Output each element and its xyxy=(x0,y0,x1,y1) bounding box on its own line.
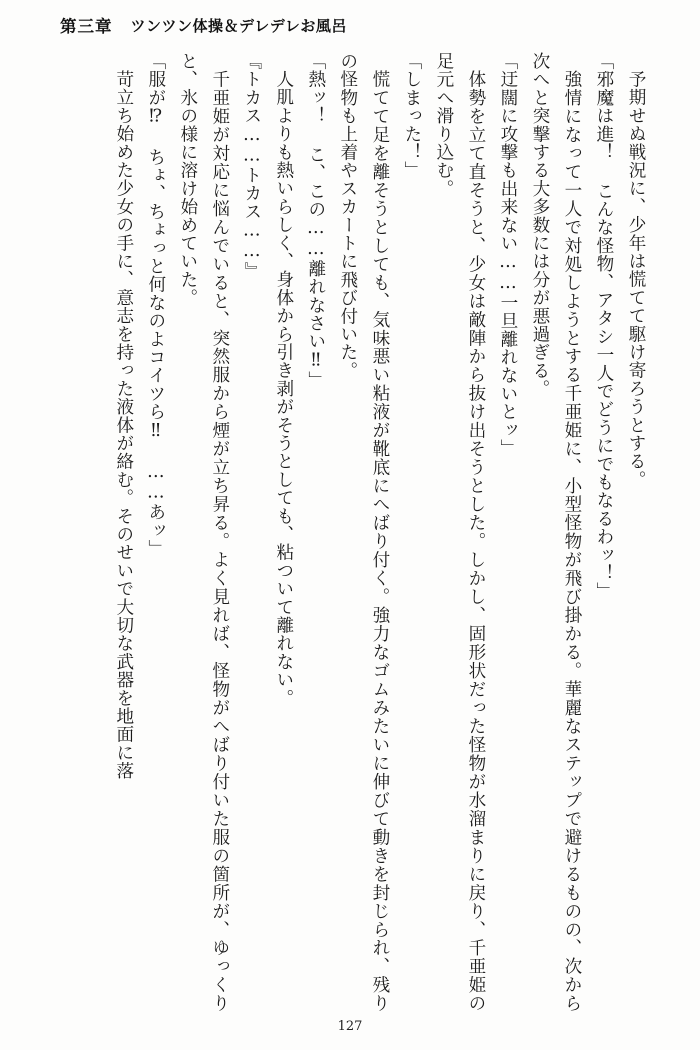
paragraph: 強情になって一人で対処しようとする千亜姫に、小型怪物が飛び掛かる。華麗なステップで避けるものの、次から次へと突撃する大多数には分が悪過ぎる。 xyxy=(529,52,582,1012)
paragraph: 「邪魔は進！ こんな怪物、アタシ一人でどうにでもなるわッ！」 xyxy=(593,52,614,601)
chapter-title: ツンツン体操＆デレデレお風呂 xyxy=(130,16,347,35)
page-header xyxy=(60,8,650,42)
paragraph: 千亜姫が対応に悩んでいると、突然服から煙が立ち昇る。よく見れば、怪物がへばり付いた服の箇所が、ゆっくりと、氷の様に溶け始めていた。 xyxy=(177,52,230,1012)
paragraph: 慌てて足を離そうとしても、気味悪い粘液が靴底にへばり付く。強力なゴムみたいに伸びて動きを封じられ、残りの怪物も上着やスカートに飛び付いた。 xyxy=(337,52,390,1012)
paragraph: 苛立ち始めた少女の手に、意志を持った液体が絡む。そのせいで大切な武器を地面に落 xyxy=(113,69,134,780)
paragraph: 『トカス……トカス……』 xyxy=(241,52,262,280)
chapter-number: 第三章 xyxy=(60,17,113,36)
paragraph: 人肌よりも熱いらしく、身体から引き剥がそうとしても、粘ついて離れない。 xyxy=(273,69,294,707)
body-text xyxy=(52,52,652,1012)
paragraph: 体勢を立て直そうと、少女は敵陣から抜け出そうとした。しかし、固形状だった怪物が水溜まりに戻り、千亜姫の足元へ滑り込む。 xyxy=(433,52,486,1012)
paragraph: 「服が⁉ ちょ、ちょっと何なのよコイツら‼ ……あッ」 xyxy=(145,52,166,558)
paragraph: 「迂闊に攻撃も出来ない……一旦離れないとッ」 xyxy=(497,52,518,458)
paragraph: 「しまった！」 xyxy=(401,52,422,180)
paragraph: 「熱ッ！ こ、この……離れなさい‼」 xyxy=(305,52,326,390)
page-number: 127 xyxy=(337,1019,363,1034)
paragraph: 予期せぬ戦況に、少年は慌てて駆け寄ろうとする。 xyxy=(626,69,646,489)
